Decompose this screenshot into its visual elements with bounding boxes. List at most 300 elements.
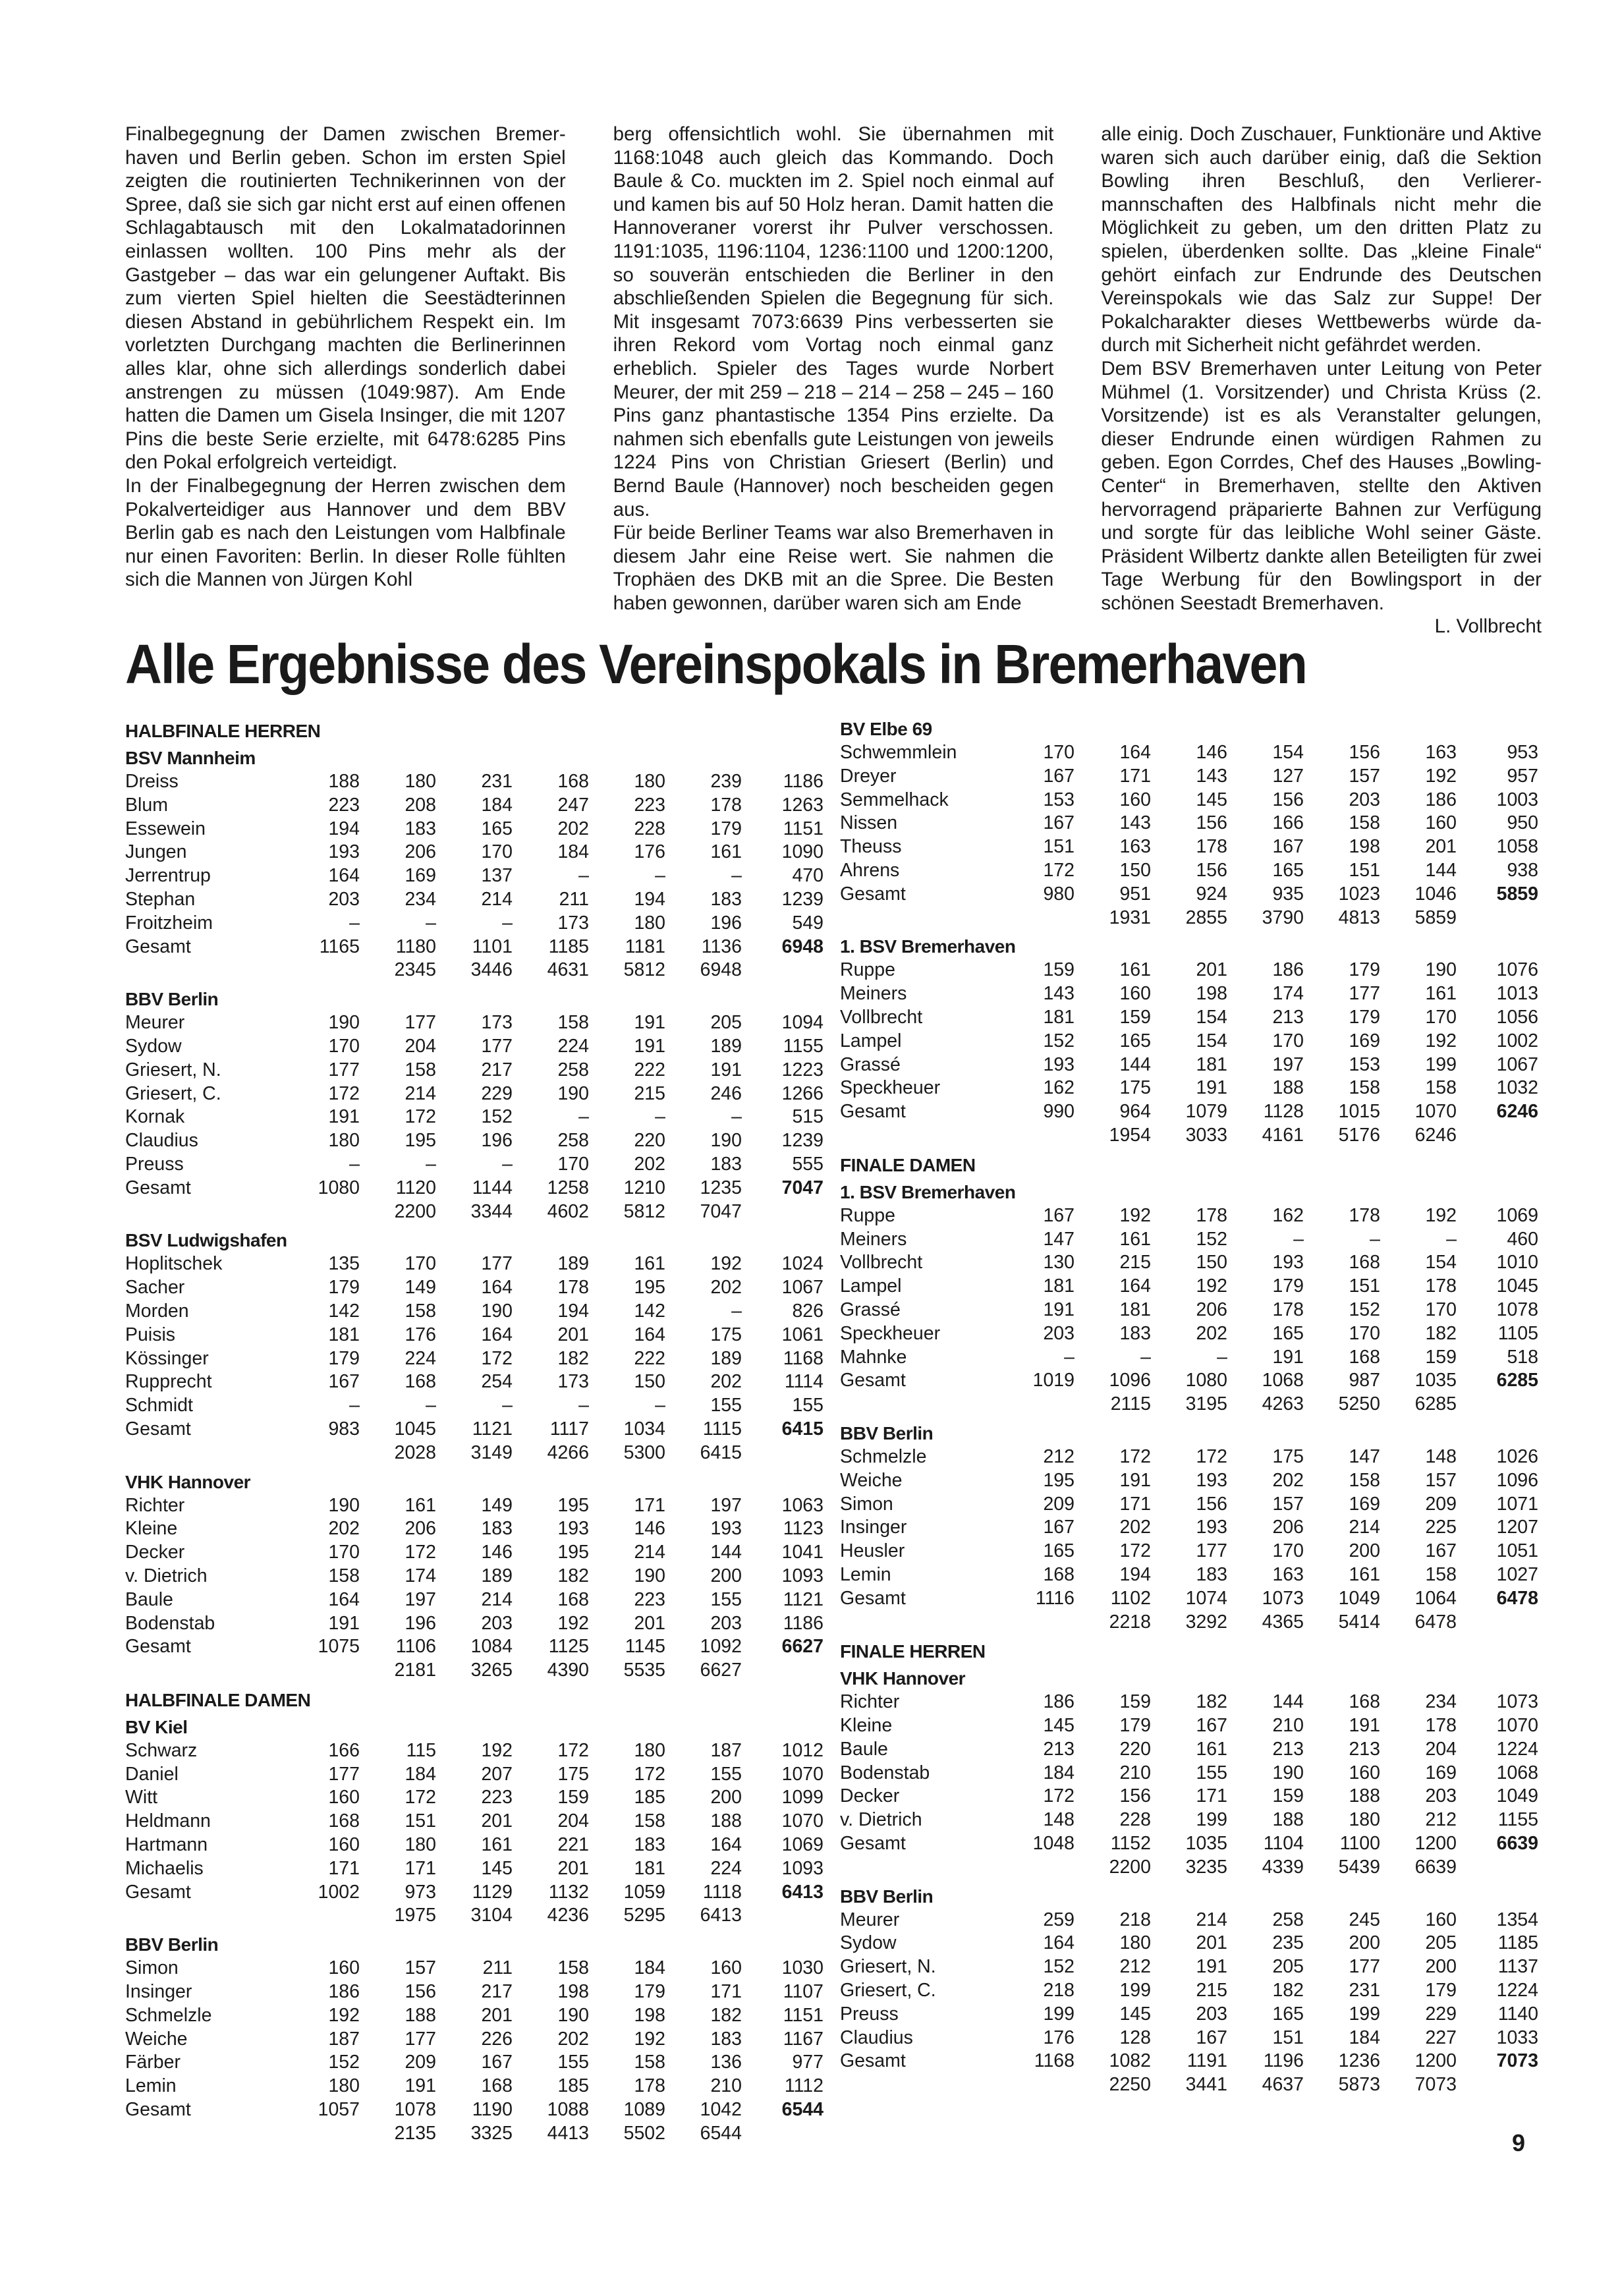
game-score: 1136 [701, 936, 742, 957]
game-score: 218 [1119, 1909, 1151, 1930]
player-name: Richter [125, 1494, 185, 1516]
game-score: 202 [1119, 1517, 1151, 1538]
player-name: Froitzheim [125, 912, 213, 934]
series-total: 938 [1507, 859, 1538, 881]
game-score: 201 [481, 2004, 513, 2026]
game-score: 192 [1196, 1275, 1227, 1297]
player-name: Hartmann [125, 1834, 208, 1856]
game-score: – [1446, 1228, 1457, 1250]
player-name: Decker [840, 1785, 900, 1807]
team-results [840, 1639, 1538, 1879]
game-score: 201 [557, 1324, 589, 1345]
player-row [125, 2004, 824, 2028]
player-name: Hoplitschek [125, 1253, 223, 1275]
game-score: 231 [481, 771, 513, 792]
game-score: – [1293, 1228, 1304, 1250]
game-score: 171 [1119, 1493, 1151, 1515]
series-total: 1099 [781, 1787, 824, 1808]
game-score: 214 [481, 888, 513, 910]
player-name: Semmelhack [840, 789, 949, 810]
player-row [125, 1059, 824, 1082]
game-score: 181 [1196, 1053, 1227, 1075]
game-score: 213 [1349, 1738, 1380, 1760]
game-score: 1121 [472, 1418, 513, 1440]
game-score: 158 [634, 2052, 665, 2073]
game-score: 175 [710, 1324, 742, 1345]
cumulative-score: 5250 [1338, 1393, 1380, 1415]
game-score: 182 [710, 2004, 742, 2026]
game-score: 178 [557, 1277, 589, 1299]
game-score: 180 [1119, 1932, 1151, 1954]
game-score: 165 [1043, 1540, 1075, 1562]
game-score: 154 [1196, 1006, 1227, 1028]
player-row [125, 1517, 824, 1541]
scores-table [840, 1204, 1538, 1416]
game-score: – [578, 1106, 589, 1128]
series-total: 1137 [1497, 1956, 1538, 1978]
cumulative-score: 4413 [547, 2122, 589, 2144]
game-score: 167 [1196, 1715, 1227, 1737]
team-results [840, 935, 1538, 1147]
scores-table [125, 1011, 824, 1223]
series-total: 6246 [1496, 1101, 1538, 1123]
game-score: 165 [481, 818, 513, 839]
cumulative-score: 4631 [547, 959, 589, 981]
game-score: 151 [1349, 859, 1380, 881]
player-name: Lampel [840, 1030, 902, 1051]
game-score: 144 [710, 1542, 742, 1563]
game-score: 1089 [623, 2099, 665, 2121]
game-score: 159 [1119, 1691, 1151, 1713]
player-row [840, 1469, 1538, 1493]
cumulative-score: 6948 [700, 959, 742, 981]
series-total: 1094 [781, 1012, 824, 1034]
game-score: 170 [1272, 1030, 1304, 1051]
game-score: 1092 [700, 1636, 742, 1658]
player-name: Witt [125, 1787, 158, 1808]
game-score: 213 [1043, 1738, 1075, 1760]
round-title: HALBFINALE DAMEN [125, 1689, 311, 1710]
game-score: 169 [1425, 1762, 1457, 1783]
game-score: 181 [328, 1324, 360, 1345]
player-row [840, 1563, 1538, 1587]
game-score: 160 [1425, 1909, 1457, 1930]
player-name: Theuss [840, 836, 902, 858]
player-row [840, 812, 1538, 835]
game-score: 168 [1043, 1563, 1075, 1585]
game-score: 208 [405, 794, 436, 816]
player-row [840, 959, 1538, 982]
game-score: 152 [481, 1106, 513, 1128]
game-score: 171 [1119, 765, 1151, 787]
team-total-row [840, 1832, 1538, 1856]
team-name: BSV Mannheim [125, 748, 256, 768]
game-score: 1168 [1034, 2050, 1075, 2072]
game-score: 160 [328, 1834, 360, 1856]
game-score: 172 [481, 1347, 513, 1369]
scores-table [125, 770, 824, 982]
player-row [125, 1300, 824, 1324]
game-score: 156 [1272, 789, 1304, 810]
cumulative-score: 4813 [1338, 907, 1380, 928]
game-score: 179 [328, 1347, 360, 1369]
team-name: BBV Berlin [840, 1422, 934, 1443]
empty-cell [1457, 907, 1538, 930]
team-total-row [840, 1100, 1538, 1124]
game-score: 191 [1196, 1956, 1227, 1978]
game-score: 174 [405, 1565, 436, 1586]
game-score: 191 [1119, 1469, 1151, 1491]
player-name: Nissen [840, 812, 898, 834]
cumulative-score: 2200 [394, 1200, 436, 1222]
game-score: 186 [1043, 1691, 1075, 1713]
game-score: 169 [1349, 1493, 1380, 1515]
game-score: 136 [710, 2052, 742, 2073]
series-total: 1067 [1496, 1053, 1538, 1075]
game-score: 167 [1043, 765, 1075, 787]
game-score: 158 [328, 1565, 360, 1586]
game-score: 1102 [1110, 1587, 1151, 1609]
cumulative-score: 5859 [1414, 907, 1457, 928]
series-total: 1068 [1496, 1762, 1538, 1783]
team-total-row [840, 883, 1538, 907]
team-results [125, 1229, 824, 1465]
cumulative-score: 3292 [1185, 1611, 1227, 1633]
game-score: 192 [1119, 1204, 1151, 1226]
game-score: 147 [1043, 1228, 1075, 1250]
game-score: 1073 [1262, 1587, 1304, 1609]
game-score: 206 [405, 1518, 436, 1540]
game-score: – [502, 1153, 513, 1175]
game-score: 191 [1043, 1299, 1075, 1320]
game-score: 200 [710, 1565, 742, 1586]
cumulative-score: 2200 [1109, 1856, 1151, 1878]
game-score: 193 [557, 1518, 589, 1540]
game-score: 181 [1043, 1006, 1075, 1028]
series-total: 1151 [783, 818, 824, 839]
series-total: 1114 [784, 1371, 824, 1393]
team-name: BBV Berlin [125, 1934, 219, 1955]
game-score: 214 [1349, 1517, 1380, 1538]
game-score: 190 [1425, 959, 1457, 981]
game-score: 164 [328, 865, 360, 887]
game-score: 213 [1272, 1738, 1304, 1760]
game-score: 177 [328, 1059, 360, 1080]
player-row [840, 1030, 1538, 1053]
game-score: 171 [1196, 1785, 1227, 1807]
game-score: 199 [1196, 1809, 1227, 1831]
series-total: 518 [1507, 1346, 1538, 1368]
cumulative-score: 3441 [1185, 2074, 1227, 2096]
cumulative-score: 6639 [1414, 1856, 1457, 1878]
game-score: 1049 [1338, 1587, 1380, 1609]
player-name: Vollbrecht [840, 1006, 923, 1028]
player-row [125, 2028, 824, 2052]
player-name: Meurer [125, 1012, 185, 1034]
series-total: 470 [792, 865, 824, 887]
game-score: 1084 [470, 1636, 513, 1658]
cumulative-score: 6627 [700, 1660, 742, 1681]
game-score: 177 [405, 2028, 436, 2050]
game-score: 1100 [1339, 1833, 1380, 1855]
game-score: 196 [481, 1130, 513, 1152]
player-name: Griesert, N. [840, 1956, 936, 1978]
game-score: 142 [328, 1300, 360, 1322]
game-score: 144 [1119, 1053, 1151, 1075]
cumulative-score: 3790 [1262, 907, 1304, 928]
game-score: 214 [634, 1542, 665, 1563]
game-score: 225 [1425, 1517, 1457, 1538]
results-column-left [125, 715, 824, 2151]
game-score: 191 [1272, 1346, 1304, 1368]
player-name: Ruppe [840, 1204, 895, 1226]
cumulative-score: 5176 [1338, 1124, 1380, 1146]
series-total: 6627 [781, 1636, 824, 1658]
game-score: 190 [557, 2004, 589, 2026]
player-row [125, 1324, 824, 1347]
game-score: 239 [710, 771, 742, 792]
player-name: Baule [840, 1738, 888, 1760]
team-name: BBV Berlin [840, 1886, 934, 1907]
game-score: 184 [1349, 2027, 1380, 2048]
game-score: 168 [557, 771, 589, 792]
game-score: 179 [634, 1981, 665, 2003]
game-score: 187 [328, 2028, 360, 2050]
player-name: Meiners [840, 1228, 907, 1250]
series-total: 1155 [1497, 1809, 1538, 1831]
series-total: 1107 [783, 1981, 824, 2003]
game-score: 155 [710, 1763, 742, 1785]
player-name: Blum [125, 794, 168, 816]
player-name: Dreyer [840, 765, 897, 787]
round-title: FINALE DAMEN [840, 1154, 976, 1175]
game-score: 146 [634, 1518, 665, 1540]
series-total: 977 [792, 2052, 824, 2073]
cumulative-score: 3195 [1185, 1393, 1227, 1415]
game-score: 171 [405, 1857, 436, 1879]
game-score: 188 [1272, 1077, 1304, 1099]
game-score: 158 [1425, 1563, 1457, 1585]
game-score: 176 [634, 841, 665, 863]
team-total-row [125, 1881, 824, 1905]
game-score: 167 [1043, 1204, 1075, 1226]
game-score: 1106 [395, 1636, 436, 1658]
game-score: 167 [1196, 2027, 1227, 2048]
game-score: 192 [634, 2028, 665, 2050]
empty-cell [742, 1904, 824, 1928]
player-name: Stephan [125, 888, 196, 910]
game-score: 182 [1272, 1980, 1304, 2002]
game-score: 172 [328, 1082, 360, 1104]
game-score: 168 [1349, 1346, 1380, 1368]
game-score: 151 [1272, 2027, 1304, 2048]
game-score: 980 [1043, 883, 1075, 905]
scores-table [125, 1252, 824, 1465]
game-score: 156 [1196, 859, 1227, 881]
game-score: 951 [1119, 883, 1151, 905]
game-score: 215 [634, 1082, 665, 1104]
player-row [840, 1785, 1538, 1808]
game-score: 153 [1043, 789, 1075, 810]
series-total: 1186 [783, 771, 824, 792]
game-score: 159 [557, 1787, 589, 1808]
player-name: Kleine [125, 1518, 178, 1540]
game-score: 149 [481, 1494, 513, 1516]
game-score: 201 [481, 1810, 513, 1832]
cumulative-score: 4236 [547, 1905, 589, 1926]
series-total: 1032 [1496, 1077, 1538, 1099]
series-total: 1010 [1496, 1252, 1538, 1274]
series-total: 1093 [781, 1565, 824, 1586]
player-row [840, 1251, 1538, 1275]
game-score: 161 [1349, 1563, 1380, 1585]
game-score: 194 [634, 888, 665, 910]
game-score: 177 [1349, 1956, 1380, 1978]
player-name: Gesamt [840, 883, 906, 905]
game-score: 145 [481, 1857, 513, 1879]
series-total: 1013 [1496, 983, 1538, 1005]
player-name: Baule [125, 1588, 173, 1610]
game-score: 1075 [318, 1636, 360, 1658]
team-results [840, 1885, 1538, 2097]
game-score: 215 [1196, 1980, 1227, 2002]
player-name: Vollbrecht [840, 1252, 923, 1274]
team-total-row [125, 2098, 824, 2122]
player-row [125, 888, 824, 912]
player-name: Grassé [840, 1053, 901, 1075]
game-score: 204 [405, 1035, 436, 1057]
game-score: 198 [634, 2004, 665, 2026]
game-score: 196 [405, 1612, 436, 1634]
player-name: v. Dietrich [840, 1809, 922, 1831]
game-score: 204 [1425, 1738, 1457, 1760]
player-name: Speckheuer [840, 1322, 941, 1344]
team-total-row [840, 1587, 1538, 1611]
player-name: Lemin [125, 2075, 177, 2097]
game-score: 202 [1196, 1322, 1227, 1344]
cumulative-row [125, 1659, 824, 1683]
game-score: 1115 [702, 1418, 742, 1440]
player-name: Färber [125, 2052, 181, 2073]
player-row [125, 2051, 824, 2075]
game-score: 231 [1349, 1980, 1380, 2002]
game-score: 195 [557, 1494, 589, 1516]
player-row [840, 789, 1538, 812]
game-score: 182 [1425, 1322, 1457, 1344]
series-total: 6478 [1496, 1587, 1538, 1609]
game-score: – [502, 1395, 513, 1416]
game-score: 184 [481, 794, 513, 816]
game-score: 183 [1196, 1563, 1227, 1585]
game-score: – [502, 912, 513, 934]
empty-cell [742, 959, 824, 982]
game-score: 213 [1272, 1006, 1304, 1028]
game-score: 229 [1425, 2003, 1457, 2025]
game-score: 210 [1119, 1762, 1151, 1783]
scores-table [840, 741, 1538, 930]
game-score: 254 [481, 1371, 513, 1393]
game-score: 165 [1272, 1322, 1304, 1344]
game-score: 223 [634, 1588, 665, 1610]
player-row [125, 864, 824, 888]
player-name: Bodenstab [840, 1762, 930, 1783]
game-score: 1068 [1262, 1370, 1304, 1391]
game-score: 147 [1349, 1445, 1380, 1467]
player-row [840, 1275, 1538, 1299]
series-total: 1168 [783, 1347, 824, 1369]
game-score: 171 [328, 1857, 360, 1879]
game-score: 935 [1272, 883, 1304, 905]
results-headline: Alle Ergebnisse des Vereinspokals in Bremerhaven [125, 633, 1307, 695]
game-score: 172 [1043, 859, 1075, 881]
game-score: 179 [1349, 959, 1380, 981]
scores-table [125, 1494, 824, 1683]
game-score: 167 [1425, 1540, 1457, 1562]
game-score: 168 [405, 1371, 436, 1393]
cumulative-row [125, 1904, 824, 1928]
game-score: 170 [481, 841, 513, 863]
game-score: 150 [634, 1371, 665, 1393]
game-score: 1120 [395, 1177, 436, 1198]
game-score: 223 [634, 794, 665, 816]
author-signature: L. Vollbrecht [1434, 615, 1542, 638]
game-score: 210 [1272, 1715, 1304, 1737]
player-name: Gesamt [840, 1101, 906, 1123]
game-score: 172 [405, 1542, 436, 1563]
game-score: 175 [1272, 1445, 1304, 1467]
game-score: 173 [557, 1371, 589, 1393]
empty-cell [283, 2122, 360, 2146]
series-total: 950 [1507, 812, 1538, 834]
series-total: 1027 [1496, 1563, 1538, 1585]
player-name: Simon [840, 1493, 893, 1515]
team-results [840, 717, 1538, 930]
team-results [125, 719, 824, 982]
player-row [125, 1857, 824, 1881]
article-column-3 [1101, 123, 1542, 638]
series-total: 6415 [781, 1418, 824, 1440]
game-score: 1046 [1414, 883, 1457, 905]
game-score: 194 [328, 818, 360, 839]
series-total: 1078 [1496, 1299, 1538, 1320]
scores-table [125, 1957, 824, 2145]
player-row [840, 1299, 1538, 1322]
game-score: 222 [634, 1059, 665, 1080]
article-paragraph: Finalbegegnung der Damen zwischen Bremerhaven und Berlin geben. Schon im ersten Spiel zeigten die routinierten Technikerinnen von der Spree, daß sie sich gar nicht erst auf einen offenen Schlagabtausch mit den Lokalmatadorinnen einlassen wollten. 100 Pins mehr als der Gastgeber – das war ein gelungener Auftakt. Bis zum vierten Spiel hielten die Seestädterinnen diesen Abstand in gebührlichem Respekt ein. Im vorletzten Durchgang machten die Berlinerinnen alles klar, ohne sich allerdings sonderlich dabei anstrengen zu müssen (1049:987). Am Ende hatten die Damen um Gisela Insinger, die mit 1207 Pins die beste Serie erzielte, mit 6478:6285 Pins den Pokal erfolgreich verteidigt. [125, 123, 566, 474]
game-score: 205 [1425, 1932, 1457, 1954]
series-total: 1151 [783, 2004, 824, 2026]
player-row [125, 1810, 824, 1834]
team-name: BSV Ludwigshafen [125, 1230, 287, 1251]
game-score: 215 [1119, 1252, 1151, 1274]
game-score: 169 [1349, 1030, 1380, 1051]
game-score: 172 [1119, 1540, 1151, 1562]
game-score: 194 [1119, 1563, 1151, 1585]
game-score: 179 [328, 1277, 360, 1299]
series-total: 1354 [1496, 1909, 1538, 1930]
empty-cell [283, 1442, 360, 1465]
game-score: 188 [710, 1810, 742, 1832]
game-score: 177 [1349, 983, 1380, 1005]
series-total: 460 [1507, 1228, 1538, 1250]
empty-cell [1457, 1856, 1538, 1880]
player-name: Schmelzle [840, 1445, 927, 1467]
player-row [125, 1957, 824, 1980]
game-score: 987 [1349, 1370, 1380, 1391]
game-score: 149 [405, 1277, 436, 1299]
series-total: 6639 [1496, 1833, 1538, 1855]
game-score: 164 [1119, 742, 1151, 763]
